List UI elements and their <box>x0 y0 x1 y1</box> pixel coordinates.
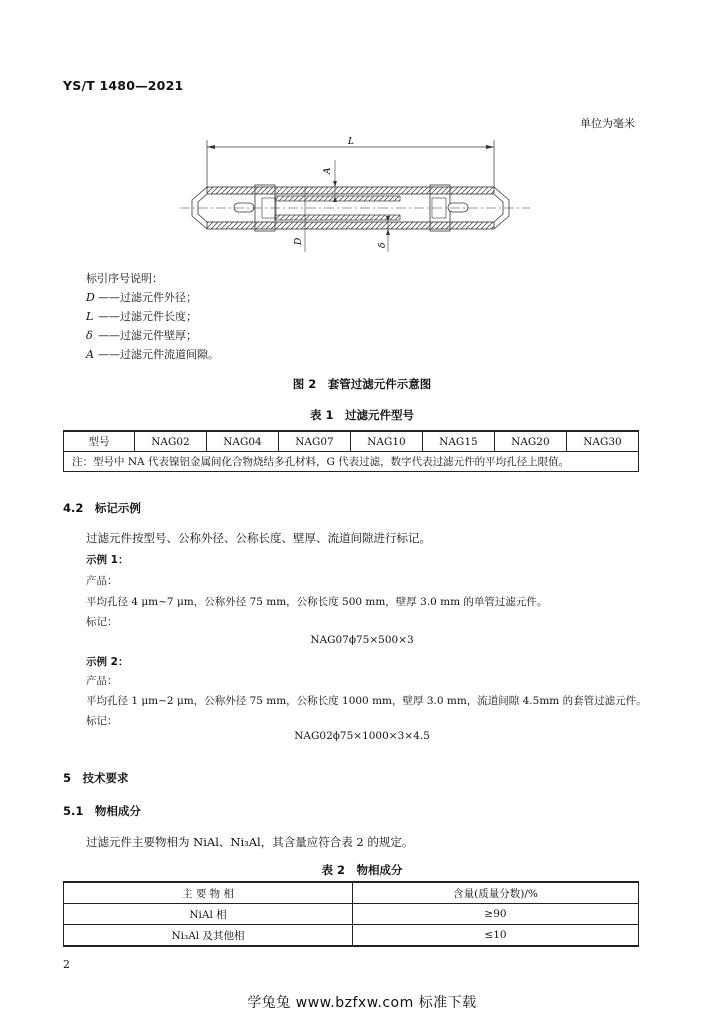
figure-caption: 图 2 套管过滤元件示意图 <box>292 377 432 391</box>
phase-table <box>63 881 639 947</box>
table-row <box>64 925 639 947</box>
product-description: 平均孔径 1 μm~2 μm，公称外径 75 mm，公称长度 1000 mm，壁厚 3.0 mm，流道间隙 4.5mm 的套管过滤元件。 <box>86 695 647 707</box>
mark-label: 标记： <box>86 616 118 628</box>
table-cell: NAG02 <box>135 431 207 452</box>
table-header-cell: 型号 <box>64 431 135 452</box>
table-row <box>64 882 639 904</box>
section-heading: 4.2 标记示例 <box>63 501 141 515</box>
table-cell: NAG04 <box>206 431 278 452</box>
legend-item: δ ——过滤元件壁厚； <box>86 329 197 342</box>
legend-item: A ——过滤元件流道间隙。 <box>86 348 219 361</box>
mark-code: NAG07ϕ75×500×3 <box>310 634 414 646</box>
section-heading: 5.1 物相成分 <box>63 804 141 818</box>
legend-item: D ——过滤元件外径； <box>86 291 197 304</box>
table-cell: NiAl 相 <box>64 904 353 925</box>
document-number: YS/T 1480—2021 <box>63 78 184 93</box>
table-cell: NAG15 <box>422 431 494 452</box>
mark-code: NAG02ϕ75×1000×3×4.5 <box>294 730 430 742</box>
table-row <box>64 452 639 472</box>
legend-item: L ——过滤元件长度； <box>86 310 197 323</box>
table-cell: Ni₃Al 及其他相 <box>64 925 353 947</box>
label-A: A <box>323 167 333 174</box>
paragraph: 过滤元件主要物相为 NiAl、Ni₃Al，其含量应符合表 2 的规定。 <box>86 835 414 849</box>
model-table <box>63 430 639 472</box>
tube-filter-diagram <box>180 130 530 255</box>
section-heading: 5 技术要求 <box>63 771 129 785</box>
product-label: 产品： <box>86 575 118 587</box>
table1-caption: 表 1 过滤元件型号 <box>309 408 414 422</box>
page-number: 2 <box>63 958 70 971</box>
label-delta: δ <box>378 242 388 248</box>
product-description: 平均孔径 4 μm~7 μm，公称外径 75 mm，公称长度 500 mm，壁厚 3.0 mm 的单管过滤元件。 <box>86 596 548 608</box>
table-cell: ≥90 <box>353 904 639 925</box>
legend-title: 标引序号说明： <box>86 272 163 285</box>
paragraph: 过滤元件按型号、公称外径、公称长度、壁厚、流道间隙进行标记。 <box>86 531 431 545</box>
footer-watermark: 学兔兔 www.bzfxw.com 标准下载 <box>247 995 477 1011</box>
table-cell: NAG10 <box>350 431 422 452</box>
table-cell: NAG07 <box>278 431 350 452</box>
table-row <box>64 431 639 452</box>
table-cell: ≤10 <box>353 925 639 947</box>
unit-note: 单位为毫米 <box>580 117 635 130</box>
table-cell: NAG20 <box>494 431 566 452</box>
product-label: 产品： <box>86 675 118 687</box>
mark-label: 标记： <box>86 715 118 727</box>
table-header-cell: 含量(质量分数)/% <box>353 882 639 904</box>
label-D: D <box>294 237 304 245</box>
table-note: 注：型号中 NA 代表镍铝金属间化合物烧结多孔材料，G 代表过滤，数字代表过滤元件的平均孔径上限值。 <box>64 452 639 472</box>
label-L: L <box>348 137 354 147</box>
example-label: 示例 2： <box>86 656 129 668</box>
table2-caption: 表 2 物相成分 <box>321 863 403 877</box>
example-label: 示例 1： <box>86 554 129 566</box>
table-cell: NAG30 <box>566 431 638 452</box>
table-header-cell: 主 要 物 相 <box>64 882 353 904</box>
table-row <box>64 904 639 925</box>
